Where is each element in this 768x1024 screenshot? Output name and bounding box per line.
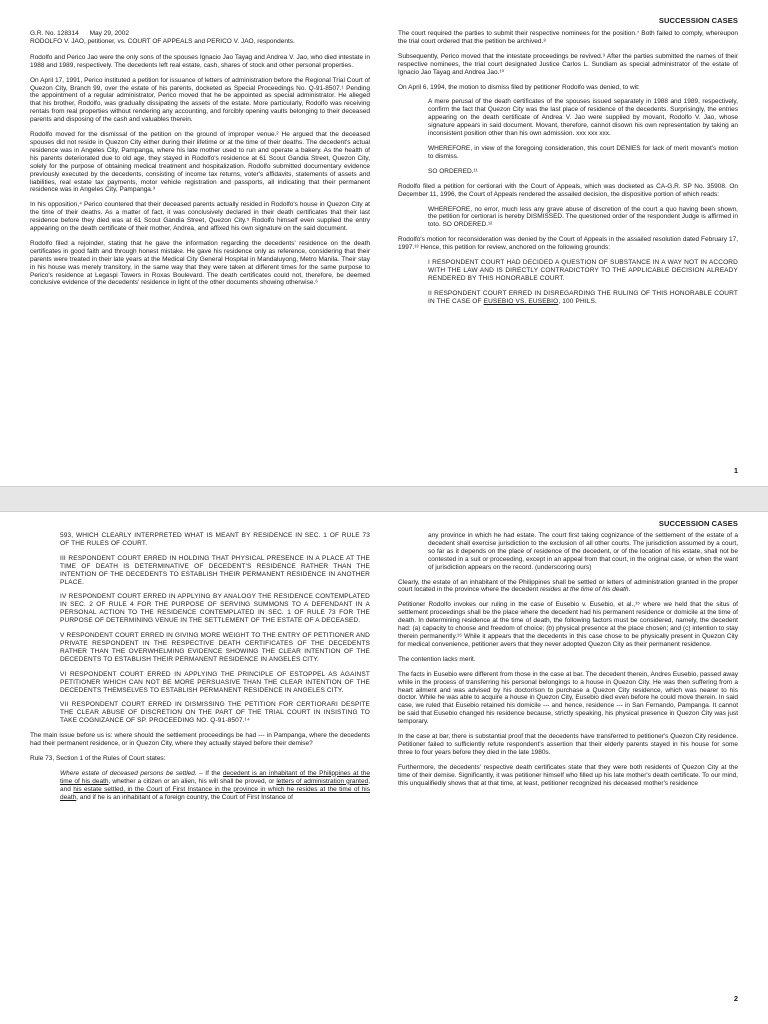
paragraph: On April 17, 1991, Perico instituted a petition for issuance of letters of administration before the Regional Trial Court of Quezon City, Branch 99, over the estate of his parents, docketed as Special Proceedings No. Q-91-8507.¹ Pending the appointment of a regular administrator, Perico moved that he be appointed as special administrator. He alleged that his brother, Rodolfo, was gradually dissipating the assets of the estate. More particularly, Rodolfo was receiving rentals from real properties without rendering any accounting, and forcibly opening vaults belonging to their deceased parents and disposing of the cash and valuables therein.: [30, 76, 370, 124]
paragraph: Petitioner Rodolfo invokes our ruling in the case of Eusebio v. Eusebio, et al.,¹⁵ where we held that the situs of settlement proceedings shall be the place where the decedent had his permanent residence or domicile at the time of death. In determining residence at the time of death, the following factors must be considered, namely, the decedent had: (a) capacity to choose and freedom of choice; (b) physical presence at the place chosen; and (c) intention to stay therein permanently.¹⁶ While it appears that the decedents in this case chose to be physically present in Quezon City for medical convenience, petitioner avers that they never adopted Quezon City as their permanent residence.: [398, 601, 738, 648]
paragraph: On April 6, 1994, the motion to dismiss filed by petitioner Rodolfo was denied, to wit:: [398, 83, 640, 91]
left-column: [30, 30, 370, 294]
paragraph: The court required the parties to submit their respective nominees for the position.⁷ Both failed to comply, whereupon the trial court ordered that the petition be archived.⁸: [398, 30, 738, 45]
block-quote: WHEREFORE, no error, much less any grave abuse of discretion of the court a quo having been shown, the petition for certiorari is hereby DISMISSED. The questioned order of the respondent Judge is affirmed in toto. SO ORDERED.¹²: [428, 205, 738, 229]
rule-quote-continued: any province in which he had estate. The court first taking cognizance of the settlement of the estate of a decedent shall exercise jurisdiction to the exclusion of all other courts. The jurisdiction assumed by a court, so far as it depends on the place of residence of the decedent, or of the location of his estate, shall not be contested in a suit or proceeding, except in an appeal from that court, in the original case, or when the want of jurisdiction appears on the record. (underscoring ours): [428, 532, 738, 571]
case-number: G.R. No. 128314: [30, 30, 79, 37]
page-separator: [0, 486, 768, 512]
paragraph: Rodolfo filed a rejoinder, stating that he gave the information regarding the decedents' residence on the death certificates in good faith and through honest mistake. He gave his residence only as reference, considering that their parents were treated in their late years at the Medical City General Hospital in Mandaluyong, Metro Manila. Their stay in his house was merely transitory, in the same way that they were taken at different times for the same purpose to Perico's residence at Legaspi Towers in Roxas Boulevard. The death certificates could not, therefore, be deemed conclusive evidence of the decedents' residence in light of the other documents showing otherwise.⁶: [30, 239, 370, 287]
ground-item: VII RESPONDENT COURT ERRED IN DISMISSING THE PETITION FOR CERTIORARI DESPITE THE CLEAR ABUSE OF DISCRETION ON THE PART OF THE TRIAL COURT IN INSISTING TO TAKE COGNIZANCE OF SP. PROCEEDING NO. Q-91-8507.¹⁴: [60, 701, 370, 725]
paragraph: Subsequently, Perico moved that the intestate proceedings be revived.⁹ After the parties submitted the names of their respective nominees, the trial court designated Justice Carlos L. Sundiam as special administrator of the estate of Ignacio Jao Tayag and Andrea Jao.¹⁰: [398, 52, 738, 76]
paragraph: The contention lacks merit.: [398, 655, 476, 663]
ground-item: 593, WHICH CLEARLY INTERPRETED WHAT IS MEANT BY RESIDENCE IN SEC. 1 OF RULE 73 OF THE RULES OF COURT.: [60, 532, 370, 547]
paragraph: Clearly, the estate of an inhabitant of the Philippines shall be settled or letters of administration granted in the proper court located in the province where the decedent resides at the time of his death.: [398, 578, 738, 594]
paragraph: In his opposition,⁴ Perico countered that their deceased parents actually resided in Rodolfo's house in Quezon City at the time of their deaths. As a matter of fact, it was conclusively declared in their death certificates that their last residence before they died was at 61 Scout Gandia Street, Quezon City.⁵ Rodolfo himself even supplied the entry appearing on the death certificate of their mother, Andrea, and affixed his own signature on the said document.: [30, 201, 370, 233]
case-parties: RODOLFO V. JAO, petitioner, vs. COURT OF APPEALS and PERICO V. JAO, respondents.: [30, 37, 295, 45]
rule-quote: Where estate of deceased persons be settled. – If the decedent is an inhabitant of the Philippines at the time of his death, whether a citizen or an alien, his will shall be proved, or letters of administration granted, and his estate settled, in the Court of First Instance in the province in which he resides at the time of his death, and if he is an inhabitant of a foreign country, the Court of First Instance of: [60, 769, 371, 801]
document-page-2: [0, 512, 768, 1024]
ground-item: V RESPONDENT COURT ERRED IN GIVING MORE WEIGHT TO THE ENTRY OF PETITIONER AND PRIVATE RESPONDENT IN THE RESPECTIVE DEATH CERTIFICATES OF THE DECEDENTS RATHER THAN THE OVERWHELMING EVIDENCE SHOWING THE CLEAR INTENTION OF THE DECEDENTS TO ESTABLISH THEIR PERMANENT RESIDENCE IN ANGELES CITY.: [60, 632, 370, 663]
paragraph: Rule 73, Section 1 of the Rules of Court states:: [30, 754, 166, 762]
paragraph: Rodolfo's motion for reconsideration was denied by the Court of Appeals in the assailed resolution dated February 17, 1997.¹³ Hence, this petition for review, anchored on the following grounds:: [398, 236, 738, 252]
ground-item: IV RESPONDENT COURT ERRED IN APPLYING BY ANALOGY THE RESIDENCE CONTEMPLATED IN SEC. 2 OF RULE 4 FOR THE PURPOSE OF SERVING SUMMONS TO A DEFENDANT IN A PERSONAL ACTION TO THE RESIDENCE CONTEMPLATED IN SEC. 1 OF RULE 73 FOR THE PURPOSE OF DETERMINING VENUE IN THE SETTLEMENT OF THE ESTATE OF A DECEASED.: [60, 593, 370, 625]
paragraph: Furthermore, the decedents' respective death certificates state that they were both residents of Quezon City at the time of their demise. Significantly, it was petitioner himself who filled up his late mother's death certificate. To our mind, this unqualifiedly shows that at that time, at least, petitioner recognized his deceased mother's residence: [398, 763, 738, 787]
left-column: [30, 532, 370, 808]
right-column: [398, 532, 738, 794]
paragraph: Rodolfo and Perico Jao were the only sons of the spouses Ignacio Jao Tayag and Andrea V. Jao, who died intestate in 1988 and 1989, respectively. The decedents left real estate, cash, shares of stock and other personal properties.: [30, 53, 370, 69]
paragraph: Rodolfo moved for the dismissal of the petition on the ground of improper venue.² He argued that the deceased spouses did not reside in Quezon City either during their lifetime or at the time of their deaths. The decedent's actual residence was in Angeles City, Pampanga, where his late mother used to run and operate a bakery. As the health of his parents deteriorated due to old age, they stayed in Rodolfo's residence at 61 Scout Gandia Street, Quezon City, solely for the purpose of obtaining medical treatment and hospitalization. Rodolfo submitted documentary evidence previously executed by the decedents, consisting of income tax returns, voter's affidavits, statements of assets and liabilities, real estate tax payments, motor vehicle registration and passports, all indicating that their permanent residence was in Angeles City, Pampanga.³: [30, 131, 370, 194]
running-header: SUCCESSION CASES: [658, 16, 738, 25]
case-date: May 29, 2002: [89, 30, 130, 37]
ground-item: I RESPONDENT COURT HAD DECIDED A QUESTION OF SUBSTANCE IN A WAY NOT IN ACCORD WITH THE LAW AND IS DIRECTLY CONTRADICTORY TO THE APPLICABLE DECISION ALREADY RENDERED BY THIS HONORABLE COURT.: [428, 259, 738, 282]
paragraph: The main issue before us is: where should the settlement proceedings be had --- in Pampanga, where the decedents had their permanent residence, or in Quezon City, where they actually stayed before their demise?: [30, 732, 370, 748]
ground-item: II RESPONDENT COURT ERRED IN DISREGARDING THE RULING OF THIS HONORABLE COURT IN THE CASE OF EUSEBIO VS. EUSEBIO, 100 PHILS.: [428, 289, 738, 305]
case-citation: EUSEBIO VS. EUSEBIO: [483, 297, 559, 305]
right-column: [398, 30, 738, 313]
paragraph: The facts in Eusebio were different from those in the case at bar. The decedent therein, Andres Eusebio, passed away while in the process of transferring his personal belongings to a house in Quezon City. He was then suffering from a heart ailment and was advised by his doctor/son to purchase a Quezon City residence, which was nearer to his doctor. While he was able to acquire a house in Quezon City, Eusebio died even before he could move therein. In said case, we ruled that Eusebio retained his domicile --- and hence, residence --- in San Fernando, Pampanga. It cannot be said that Eusebio changed his residence because, strictly speaking, his physical presence in Quezon City was just temporary.: [398, 670, 738, 726]
document-page-1: [0, 0, 768, 486]
paragraph: In the case at bar, there is substantial proof that the decedents have transferred to petitioner's Quezon City residence. Petitioner failed to sufficiently refute respondent's assertion that their elderly parents stayed in his house for some three to four years before they died in the late 1980s.: [398, 733, 738, 756]
block-quote: A mere perusal of the death certificates of the spouses issued separately in 1988 and 1989, respectively, confirm the fact that Quezon City was the last place of residence of the decedents. Surprisingly, the entries appearing on the death certificate of Andrea V. Jao were supplied by movant, Rodolfo V. Jao, whose signature appears in said document. Movant, therefore, cannot disown his own representation by taking an inconsistent position other than his own admission. xxx xxx xxx.: [428, 98, 738, 138]
block-quote: WHEREFORE, in view of the foregoing consideration, this court DENIES for lack of merit movant's motion to dismiss.: [428, 144, 738, 160]
ground-item: III RESPONDENT COURT ERRED IN HOLDING THAT PHYSICAL PRESENCE IN A PLACE AT THE TIME OF DEATH IS DETERMINATIVE OF DECEDENT'S RESIDENCE RATHER THAN THE INTENTION OF THE DECEDENTS TO ESTABLISH THEIR PERMANENT RESIDENCE IN ANOTHER PLACE.: [60, 554, 370, 586]
block-quote: SO ORDERED.¹¹: [428, 167, 478, 175]
ground-item: VI RESPONDENT COURT ERRED IN APPLYING THE PRINCIPLE OF ESTOPPEL AS AGAINST PETITIONER WHICH CAN NOT BE MORE PERSUASIVE THAN THE CLEAR INTENTION OF THE DECEDENTS THEMSELVES TO ESTABLISH PERMANENT RESIDENCE IN ANGELES CITY.: [60, 670, 370, 694]
paragraph: Rodolfo filed a petition for certiorari with the Court of Appeals, which was docketed as CA-G.R. SP No. 35908. On December 11, 1996, the Court of Appeals rendered the assailed decision, the dispositive portion of which reads:: [398, 182, 738, 198]
case-meta: [30, 30, 370, 46]
running-header: SUCCESSION CASES: [658, 519, 738, 528]
page-number: 2: [733, 994, 738, 1003]
page-number: 1: [733, 466, 738, 475]
